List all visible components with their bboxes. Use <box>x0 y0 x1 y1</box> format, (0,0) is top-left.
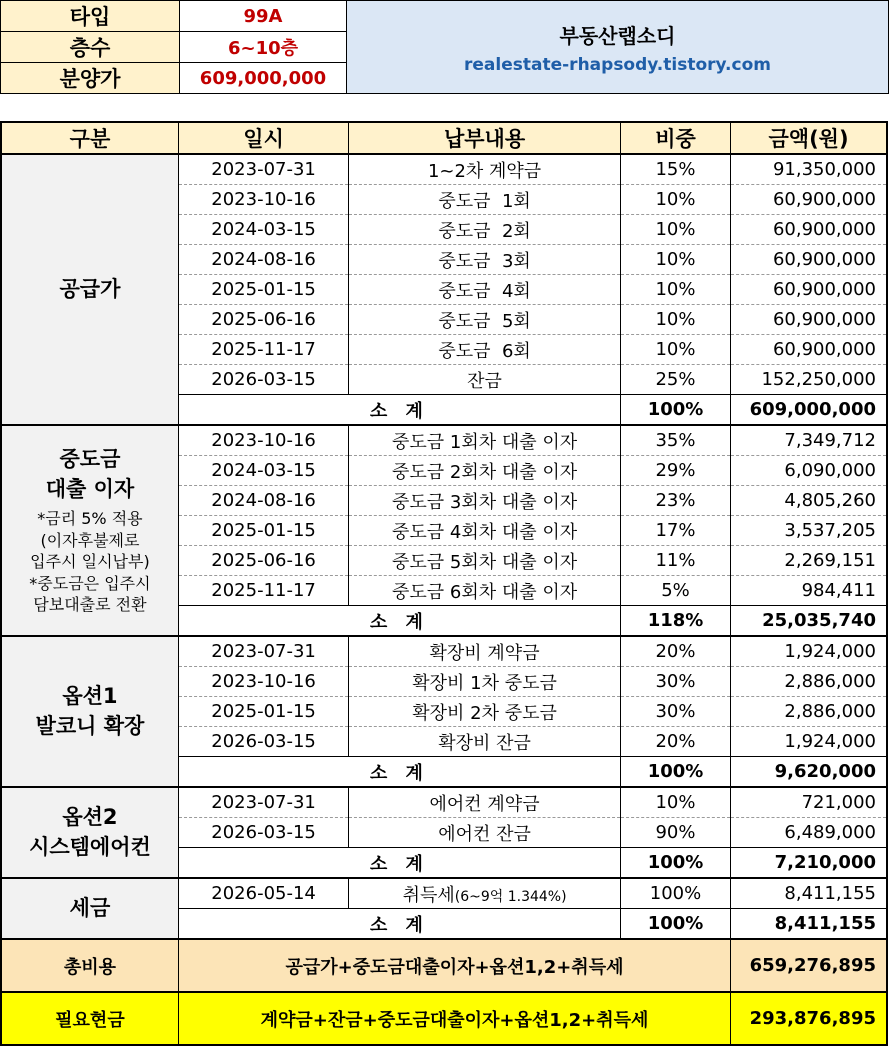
summary-info-table <box>0 0 889 94</box>
row-amount: 1,924,000 <box>731 727 887 757</box>
payment-schedule-table <box>0 121 888 1046</box>
row-item: 중도금 1회차 대출 이자 <box>349 425 621 456</box>
row-amount: 2,886,000 <box>731 667 887 697</box>
table-row <box>1 787 887 818</box>
row-ratio: 30% <box>620 697 730 727</box>
row-amount: 60,900,000 <box>731 275 887 305</box>
row-date: 2023-10-16 <box>178 185 348 215</box>
subtotal-label: 소 계 <box>178 848 620 879</box>
row-amount: 3,537,205 <box>731 516 887 546</box>
category-cell <box>1 787 178 878</box>
row-item: 취득세 <box>402 884 455 906</box>
row-item: 중도금 1회 <box>349 185 621 215</box>
row-item: 1~2차 계약금 <box>349 154 621 185</box>
row-ratio: 10% <box>620 245 730 275</box>
row-date: 2024-08-16 <box>178 486 348 516</box>
subtotal-label: 소 계 <box>178 395 620 426</box>
type-label: 타입 <box>1 1 180 32</box>
row-ratio: 10% <box>620 185 730 215</box>
table-row <box>1 636 887 667</box>
blog-url[interactable]: realestate-rhapsody.tistory.com <box>464 54 771 75</box>
category-cell <box>1 878 178 939</box>
row-ratio: 10% <box>620 787 730 818</box>
row-item: 확장비 계약금 <box>349 636 621 667</box>
row-item: 중도금 2회 <box>349 215 621 245</box>
header-date: 일시 <box>178 122 348 154</box>
section-option2-aircon <box>1 787 887 878</box>
row-item: 중도금 3회 <box>349 245 621 275</box>
row-amount: 6,489,000 <box>731 818 887 848</box>
row-amount: 152,250,000 <box>731 365 887 395</box>
category-label: 세금 <box>69 895 111 920</box>
subtotal-amount: 25,035,740 <box>731 606 887 637</box>
subtotal-ratio: 100% <box>620 848 730 879</box>
row-item: 중도금 4회 <box>349 275 621 305</box>
row-date: 2025-11-17 <box>178 335 348 365</box>
row-date: 2023-07-31 <box>178 636 348 667</box>
row-item: 중도금 4회차 대출 이자 <box>349 516 621 546</box>
type-value: 99A <box>180 1 347 32</box>
total-amount: 293,876,895 <box>731 992 887 1045</box>
row-amount: 8,411,155 <box>731 878 887 909</box>
category-cell <box>1 636 178 787</box>
note-line: 입주시 일시납부) <box>30 552 150 572</box>
row-item: 잔금 <box>349 365 621 395</box>
category-label-line2: 대출 이자 <box>45 476 135 501</box>
row-item: 중도금 5회 <box>349 305 621 335</box>
row-amount: 6,090,000 <box>731 456 887 486</box>
total-amount: 659,276,895 <box>731 939 887 992</box>
row-item: 중도금 6회 <box>349 335 621 365</box>
row-amount: 984,411 <box>731 576 887 606</box>
row-date: 2024-03-15 <box>178 215 348 245</box>
row-date: 2025-11-17 <box>178 576 348 606</box>
row-date: 2023-07-31 <box>178 154 348 185</box>
row-item: 중도금 2회차 대출 이자 <box>349 456 621 486</box>
total-row <box>1 939 887 992</box>
category-cell <box>1 425 178 636</box>
total-label: 필요현금 <box>1 992 178 1045</box>
row-item: 중도금 6회차 대출 이자 <box>349 576 621 606</box>
blog-title: 부동산랩소디 <box>559 23 676 48</box>
row-item-note: (6~9억 1.344%) <box>454 888 567 905</box>
subtotal-label: 소 계 <box>178 606 620 637</box>
table-header-row <box>1 122 887 154</box>
row-date: 2024-08-16 <box>178 245 348 275</box>
row-ratio: 29% <box>620 456 730 486</box>
subtotal-amount: 9,620,000 <box>731 757 887 788</box>
category-label: 공급가 <box>59 276 121 301</box>
row-date: 2025-01-15 <box>178 516 348 546</box>
total-formula: 계약금+잔금+중도금대출이자+옵션1,2+취득세 <box>178 992 730 1045</box>
note-line: 담보대출로 전환 <box>33 595 147 615</box>
table-row <box>1 154 887 185</box>
row-item: 에어컨 잔금 <box>349 818 621 848</box>
row-item: 중도금 5회차 대출 이자 <box>349 546 621 576</box>
row-amount: 60,900,000 <box>731 335 887 365</box>
row-ratio: 23% <box>620 486 730 516</box>
row-item: 중도금 3회차 대출 이자 <box>349 486 621 516</box>
section-supply-price <box>1 154 887 425</box>
category-label: 중도금 <box>59 447 121 472</box>
row-amount: 91,350,000 <box>731 154 887 185</box>
category-notes <box>2 508 178 616</box>
total-formula: 공급가+중도금대출이자+옵션1,2+취득세 <box>178 939 730 992</box>
subtotal-ratio: 118% <box>620 606 730 637</box>
row-amount: 60,900,000 <box>731 245 887 275</box>
header-category: 구분 <box>1 122 178 154</box>
subtotal-label: 소 계 <box>178 909 620 940</box>
row-ratio: 10% <box>620 275 730 305</box>
row-item: 에어컨 계약금 <box>349 787 621 818</box>
row-date: 2026-05-14 <box>178 878 348 909</box>
note-line: *중도금은 입주시 <box>29 573 151 593</box>
section-loan-interest <box>1 425 887 636</box>
floor-label: 층수 <box>1 32 180 63</box>
row-amount: 60,900,000 <box>731 185 887 215</box>
category-cell <box>1 154 178 425</box>
row-ratio: 90% <box>620 818 730 848</box>
subtotal-amount: 609,000,000 <box>731 395 887 426</box>
subtotal-ratio: 100% <box>620 757 730 788</box>
row-amount: 721,000 <box>731 787 887 818</box>
row-date: 2023-07-31 <box>178 787 348 818</box>
row-amount: 7,349,712 <box>731 425 887 456</box>
row-amount: 4,805,260 <box>731 486 887 516</box>
table-row <box>1 878 887 909</box>
row-date: 2025-01-15 <box>178 275 348 305</box>
price-value: 609,000,000 <box>180 63 347 94</box>
row-ratio: 15% <box>620 154 730 185</box>
floor-value: 6~10층 <box>180 32 347 63</box>
note-line: (이자후불제로 <box>40 530 140 550</box>
header-amount: 금액(원) <box>731 122 887 154</box>
row-ratio: 35% <box>620 425 730 456</box>
row-item: 확장비 1차 중도금 <box>349 667 621 697</box>
row-date: 2025-06-16 <box>178 305 348 335</box>
row-ratio: 100% <box>620 878 730 909</box>
total-label: 총비용 <box>1 939 178 992</box>
row-ratio: 25% <box>620 365 730 395</box>
row-ratio: 17% <box>620 516 730 546</box>
subtotal-ratio: 100% <box>620 395 730 426</box>
category-label-line2: 시스템에어컨 <box>29 834 151 859</box>
row-ratio: 30% <box>620 667 730 697</box>
blog-banner <box>347 1 889 94</box>
header-item: 납부내용 <box>349 122 621 154</box>
subtotal-amount: 8,411,155 <box>731 909 887 940</box>
row-amount: 1,924,000 <box>731 636 887 667</box>
row-ratio: 20% <box>620 727 730 757</box>
category-label: 옵션1 <box>62 684 118 709</box>
section-option1-balcony <box>1 636 887 787</box>
row-date: 2023-10-16 <box>178 667 348 697</box>
row-ratio: 20% <box>620 636 730 667</box>
row-date: 2024-03-15 <box>178 456 348 486</box>
row-amount: 60,900,000 <box>731 305 887 335</box>
row-date: 2025-01-15 <box>178 697 348 727</box>
row-date: 2026-03-15 <box>178 365 348 395</box>
subtotal-ratio: 100% <box>620 909 730 940</box>
row-date: 2026-03-15 <box>178 818 348 848</box>
section-tax <box>1 878 887 939</box>
row-date: 2023-10-16 <box>178 425 348 456</box>
row-ratio: 10% <box>620 215 730 245</box>
subtotal-amount: 7,210,000 <box>731 848 887 879</box>
row-amount: 2,886,000 <box>731 697 887 727</box>
row-ratio: 11% <box>620 546 730 576</box>
row-date: 2025-06-16 <box>178 546 348 576</box>
row-amount: 60,900,000 <box>731 215 887 245</box>
row-ratio: 5% <box>620 576 730 606</box>
row-ratio: 10% <box>620 335 730 365</box>
row-item-cell <box>349 878 621 909</box>
row-amount: 2,269,151 <box>731 546 887 576</box>
total-cost-section <box>1 939 887 992</box>
row-item: 확장비 2차 중도금 <box>349 697 621 727</box>
price-label: 분양가 <box>1 63 180 94</box>
total-row <box>1 992 887 1045</box>
row-item: 확장비 잔금 <box>349 727 621 757</box>
note-line: *금리 5% 적용 <box>37 508 143 528</box>
header-ratio: 비중 <box>620 122 730 154</box>
row-date: 2026-03-15 <box>178 727 348 757</box>
category-label-line2: 발코니 확장 <box>35 713 145 738</box>
category-label: 옵션2 <box>62 805 118 830</box>
subtotal-label: 소 계 <box>178 757 620 788</box>
row-ratio: 10% <box>620 305 730 335</box>
table-row <box>1 425 887 456</box>
required-cash-section <box>1 992 887 1045</box>
